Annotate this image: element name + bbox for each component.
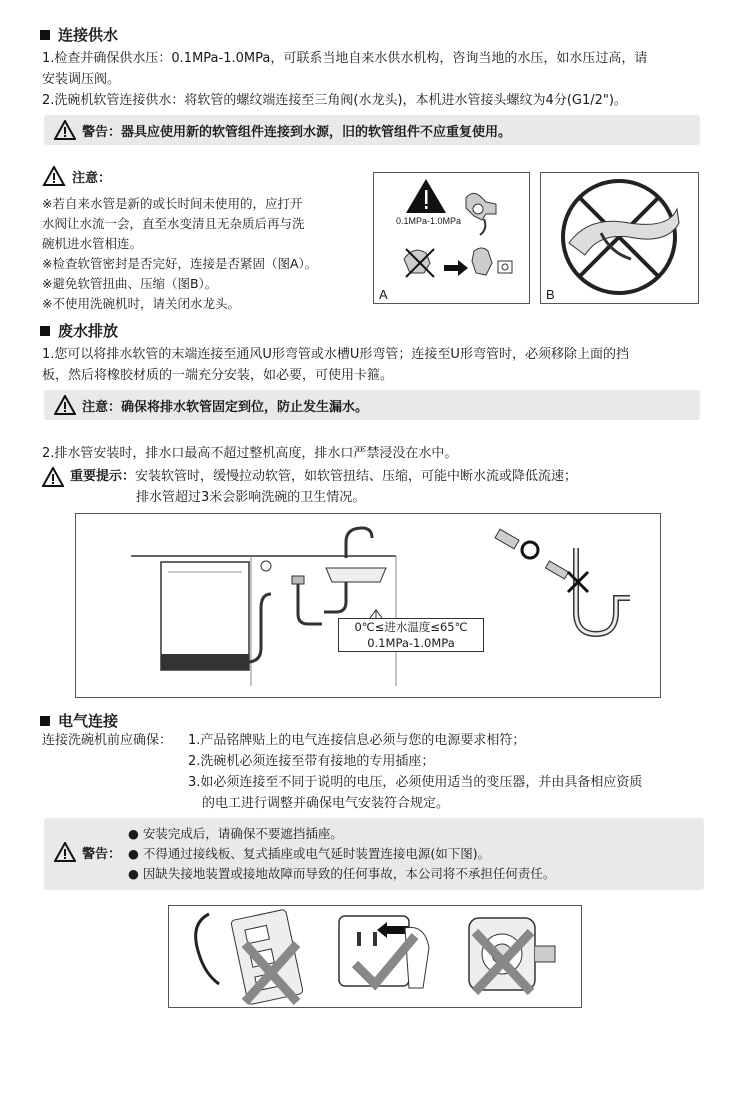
p1-line1: 1.检查并确保供水压：0.1MPa-1.0MPa，可联系当地自来水供水机构，咨询当地的水压，如水压过高，请	[42, 51, 648, 66]
note-heading	[42, 166, 111, 186]
tip-line1: 安装软管时，缓慢拉动软管，如软管扭结、压缩，可能中断水流或降低流速；	[135, 469, 578, 484]
warning-icon	[54, 842, 76, 862]
p1-line2: 板，然后将橡胶材质的一端充分安装，如必要，可使用卡箍。	[42, 368, 394, 383]
warning-icon	[42, 467, 64, 487]
note-line: ※避免软管扭曲、压缩（图B）。	[42, 276, 218, 291]
twisted-hose-illustration	[541, 173, 698, 303]
figure-a	[373, 172, 530, 304]
caution-bar	[44, 390, 700, 420]
requirement-item: 3.如必须连接至不同于说明的电压，必须使用适当的变压器，并由具备相应资质	[188, 775, 643, 790]
p1-line2: 安装调压阀。	[42, 72, 121, 87]
section-title-electrical	[40, 710, 118, 731]
electrical-requirements	[188, 730, 718, 814]
prohibited-connections-figure	[168, 905, 582, 1008]
warn-item: 因缺失接地装置或接地故障而导致的任何事故，本公司将不承担任何责任。	[142, 866, 556, 881]
figure-a-pressure-label: 0.1MPa-1.0MPa	[396, 216, 462, 226]
water-supply-p1	[42, 48, 722, 90]
pressure-label: 0.1MPa-1.0MPa	[367, 636, 455, 650]
bullet-icon	[128, 826, 143, 841]
figure-b	[540, 172, 699, 304]
section-title-text: 废水排放	[58, 322, 119, 340]
note-line: 水阀让水流一会，直至水变清且无杂质后再与洗	[42, 216, 305, 231]
warn-label: 警告：	[82, 846, 122, 862]
note-list	[42, 194, 372, 314]
electrical-warning-list	[128, 824, 555, 884]
drain-p2: 2.排水管安装时，排水口最高不超过整机高度，排水口严禁浸没在水中。	[42, 446, 458, 461]
section-title-drain	[40, 320, 118, 341]
note-line: ※若自来水管是新的或长时间未使用的，应打开	[42, 196, 303, 211]
bullet-icon	[128, 846, 143, 861]
note-line: ※检查软管密封是否完好，连接是否紧固（图A）。	[42, 256, 318, 271]
section-bullet	[40, 30, 50, 40]
electrical-warning-heading	[54, 842, 121, 862]
section-bullet	[40, 326, 50, 336]
dishwasher-sink-illustration	[76, 514, 660, 697]
figure-a-label: A	[379, 287, 388, 302]
water-supply-p2: 2.洗碗机软管连接供水：将软管的螺纹端连接至三角阀(水龙头)，本机进水管接头螺纹为4分(G1/2")。	[42, 93, 627, 108]
caution-text: 注意：确保将排水软管固定到位，防止发生漏水。	[82, 399, 369, 415]
section-bullet	[40, 716, 50, 726]
note-title: 注意：	[72, 170, 112, 186]
warning-bar	[44, 115, 700, 145]
temperature-pressure-box	[338, 618, 484, 652]
bullet-icon	[128, 866, 143, 881]
note-line: ※不使用洗碗机时，请关闭水龙头。	[42, 296, 240, 311]
requirement-item: 1.产品铭牌贴上的电气连接信息必须与您的电源要求相符；	[188, 733, 526, 748]
warning-icon	[54, 120, 76, 140]
tip-line2: 排水管超过3米会影响洗碗的卫生情况。	[136, 490, 366, 505]
note-line: 碗机进水管相连。	[42, 236, 143, 251]
power-strip-socket-adapter-illustration	[169, 906, 581, 1007]
faucet-hose-illustration	[374, 173, 529, 303]
important-tip	[42, 466, 722, 508]
electrical-intro: 连接洗碗机前应确保：	[42, 733, 173, 748]
warning-icon	[54, 395, 76, 415]
temperature-label: 0℃≤进水温度≤65℃	[354, 620, 468, 634]
electrical-warning-box	[44, 818, 704, 890]
section-title-text: 电气连接	[58, 712, 119, 730]
drain-diagram	[75, 513, 661, 698]
warning-text: 警告：器具应使用新的软管组件连接到水源，旧的软管组件不应重复使用。	[82, 124, 512, 140]
caution-icon	[42, 166, 66, 186]
section-title-water-supply	[40, 24, 118, 45]
tip-label: 重要提示：	[70, 469, 136, 484]
drain-p1	[42, 344, 722, 386]
figure-b-label: B	[546, 287, 555, 302]
section-title-text: 连接供水	[58, 26, 119, 44]
warn-item: 安装完成后，请确保不要遮挡插座。	[142, 826, 343, 841]
p1-line1: 1.您可以将排水软管的末端连接至通风U形弯管或水槽U形弯管；连接至U形弯管时，必须移除上面的挡	[42, 347, 629, 362]
warn-item: 不得通过接线板、复式插座或电气延时装置连接电源(如下图)。	[142, 846, 491, 861]
requirement-item: 的电工进行调整并确保电气安装符合规定。	[202, 796, 450, 811]
requirement-item: 2.洗碗机必须连接至带有接地的专用插座；	[188, 754, 435, 769]
